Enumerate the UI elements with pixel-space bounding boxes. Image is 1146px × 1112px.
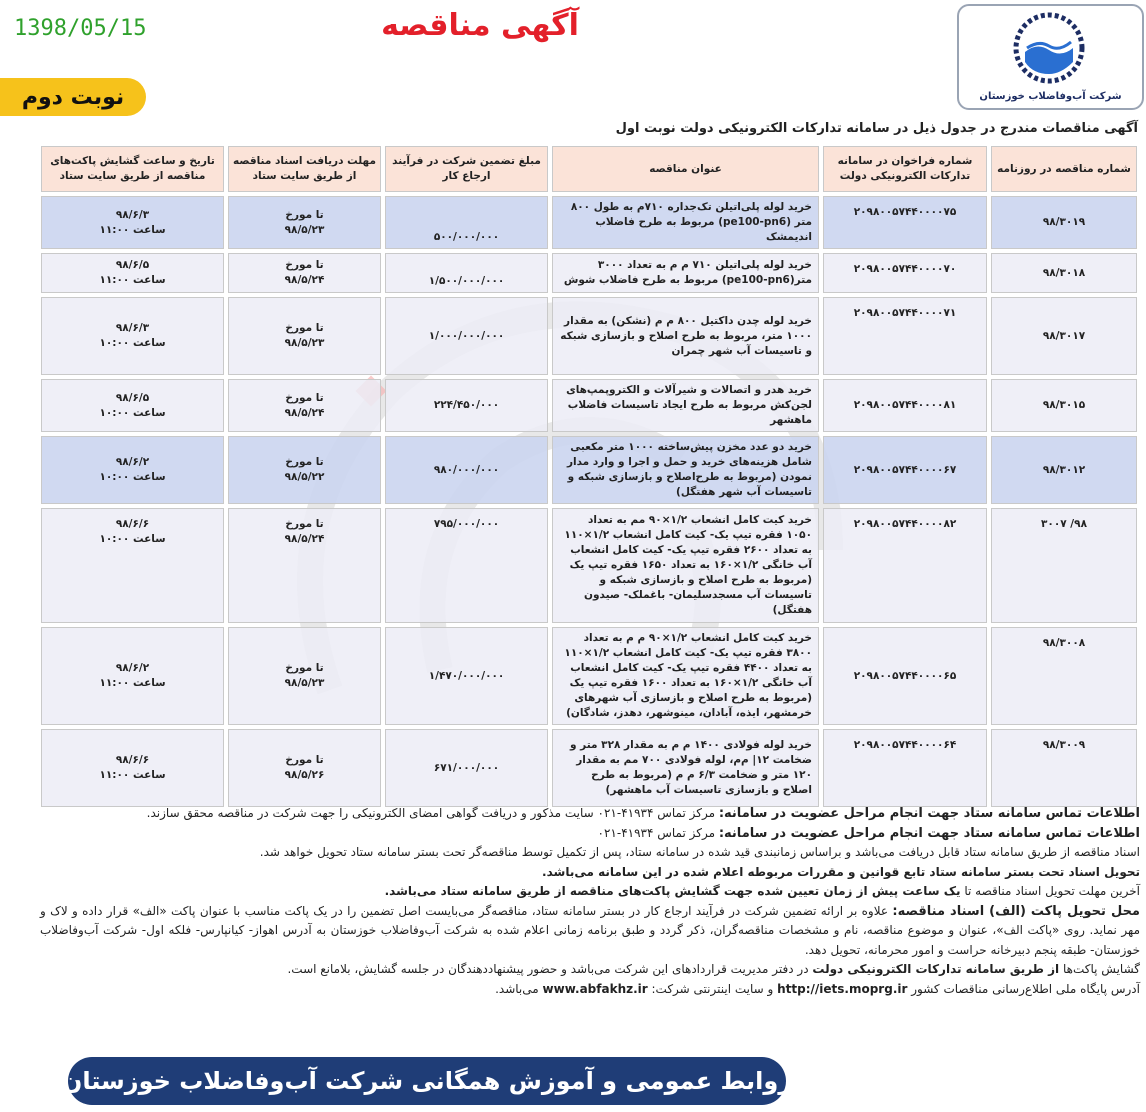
info-text: آخرین مهلت تحویل اسناد مناقصه تا	[960, 884, 1140, 898]
deadline-cell	[228, 196, 381, 249]
deadline-cell	[228, 508, 381, 623]
table-row	[41, 729, 1137, 807]
logo-caption: شرکت آب‌وفاضلاب خوزستان	[979, 91, 1122, 102]
info-heading: از طریق سامانه تدارکات الکترونیکی دولت	[812, 962, 1060, 976]
info-heading: یک ساعت پیش از زمان تعیین شده جهت گشایش پاکت‌های مناقصه از طریق سامانه ستاد می‌باشد.	[384, 884, 961, 898]
opening-cell	[41, 196, 224, 249]
info-paragraph	[40, 882, 1140, 902]
info-paragraph	[40, 824, 1140, 844]
subject-cell: خرید دو عدد مخزن پیش‌ساخته ۱۰۰۰ متر مکعبی شامل هزینه‌های خرید و حمل و اجرا و وارد مدار نمودن (مربوط به طرح‌اصلاح و بازسازی شبکه و تاسیسات آب شهر هفتگل)	[552, 436, 819, 504]
guarantee-cell: ۷۹۵/۰۰۰/۰۰۰	[385, 508, 548, 623]
deadline-cell	[228, 253, 381, 293]
company-website-link[interactable]: www.abfakhz.ir	[542, 981, 648, 996]
col-header-subject: عنوان مناقصه	[552, 146, 819, 192]
col-header-newspaper-no: شماره مناقصه در روزنامه	[991, 146, 1137, 192]
company-logo	[957, 4, 1144, 110]
call-no-cell: ۲۰۹۸۰۰۵۷۴۴۰۰۰۰۸۲	[823, 508, 987, 623]
newspaper-no-cell: ۹۸/۳۰۱۹	[991, 196, 1137, 249]
deadline-date: ۹۸/۵/۲۴	[284, 533, 325, 545]
deadline-date: ۹۸/۵/۲۳	[284, 223, 325, 236]
subject-cell: خرید لوله چدن داکتیل ۸۰۰ م م (نشکن) به مقدار ۱۰۰۰ متر، مربوط به طرح اصلاح و بازسازی شبکه و تاسیسات آب شهر چمران	[552, 297, 819, 375]
table-row	[41, 627, 1137, 725]
call-no-cell: ۲۰۹۸۰۰۵۷۴۴۰۰۰۰۶۴	[823, 729, 987, 807]
deadline-label: تا مورخ	[285, 518, 324, 530]
info-paragraph	[40, 804, 1140, 824]
tenders-table	[37, 142, 1141, 811]
table-row	[41, 297, 1137, 375]
call-no-cell: ۲۰۹۸۰۰۵۷۴۴۰۰۰۰۷۵	[823, 196, 987, 249]
deadline-cell	[228, 436, 381, 504]
deadline-label: تا مورخ	[285, 662, 324, 674]
call-no-cell: ۲۰۹۸۰۰۵۷۴۴۰۰۰۰۸۱	[823, 379, 987, 432]
deadline-date: ۹۸/۵/۲۳	[284, 677, 325, 689]
newspaper-no-cell: ۹۸/۳۰۱۲	[991, 436, 1137, 504]
call-no-cell: ۲۰۹۸۰۰۵۷۴۴۰۰۰۰۷۱	[823, 297, 987, 375]
opening-cell	[41, 729, 224, 807]
deadline-label: تا مورخ	[285, 208, 324, 221]
subject-cell: خرید کیت کامل انشعاب ۱/۲×۹۰ مم به تعداد ۱۰۵۰ فقره تیپ یک- کیت کامل انشعاب ۱/۲×۱۱۰ به تعداد ۲۶۰۰ فقره تیپ یک- کیت کامل انشعاب آب خانگی ۱/۲×۱۶۰ به تعداد ۱۶۵۰ فقره تیپ یک (مربوط به طرح اصلاح و بازسازی شبکه و تاسیسات آب مسجدسلیمان- باغملک- صیدون هفتگل)	[552, 508, 819, 623]
newspaper-no-cell: ۹۸/۳۰۰۸	[991, 627, 1137, 725]
table-row	[41, 508, 1137, 623]
table-row	[41, 436, 1137, 504]
info-paragraph	[40, 863, 1140, 883]
opening-date: ۹۸/۶/۶	[115, 754, 150, 766]
info-text: مرکز تماس ۴۱۹۳۴-۰۲۱ سایت مذکور و دریافت گواهی امضای الکترونیکی را جهت شرکت در مناقصه محقق سازند.	[146, 806, 719, 820]
info-text: گشایش پاکت‌ها	[1059, 962, 1140, 976]
subject-cell: خرید لوله پلی‌اتیلن ۷۱۰ م م به تعداد ۳۰۰۰ متر(pe100-pn6) مربوط به طرح فاضلاب شوش	[552, 253, 819, 293]
round-badge: نوبت دوم	[0, 78, 146, 116]
deadline-label: تا مورخ	[285, 456, 324, 468]
subject-cell: خرید لوله پلی‌اتیلن تک‌جداره ۷۱۰م به طول ۸۰۰ متر (pe100-pn6) مربوط به طرح فاضلاب اندیمشک	[552, 196, 819, 249]
page-title: آگهی مناقصه	[381, 8, 579, 43]
table-row	[41, 196, 1137, 249]
table-row	[41, 379, 1137, 432]
deadline-date: ۹۸/۵/۲۴	[284, 406, 325, 419]
deadline-date: ۹۸/۵/۲۶	[284, 769, 325, 781]
ad-header	[0, 0, 1146, 120]
deadline-date: ۹۸/۵/۲۲	[284, 471, 325, 483]
opening-time: ساعت ۱۱:۰۰	[99, 677, 166, 689]
tender-portal-link[interactable]: http://iets.moprg.ir	[777, 981, 908, 996]
deadline-date: ۹۸/۵/۲۳	[284, 337, 325, 349]
footer-banner: روابط عمومی و آموزش همگانی شرکت آب‌وفاضلاب خوزستان	[68, 1057, 786, 1105]
newspaper-no-cell: ۹۸/۳۰۱۸	[991, 253, 1137, 293]
guarantee-cell: ۶۷۱/۰۰۰/۰۰۰	[385, 729, 548, 807]
col-header-call-no: شماره فراخوان در سامانه تدارکات الکترونیکی دولت	[823, 146, 987, 192]
opening-date: ۹۸/۶/۶	[115, 518, 150, 530]
info-heading: تحویل اسناد تحت بستر سامانه ستاد تابع قوانین و مقررات مربوطه اعلام شده در این سامانه می‌باشد.	[542, 864, 1140, 879]
deadline-cell	[228, 297, 381, 375]
col-header-opening: تاریخ و ساعت گشایش پاکت‌های مناقصه از طریق سایت ستاد	[41, 146, 224, 192]
opening-cell	[41, 627, 224, 725]
info-heading: محل تحویل پاکت (الف) اسناد مناقصه:	[892, 903, 1140, 919]
call-no-cell: ۲۰۹۸۰۰۵۷۴۴۰۰۰۰۶۷	[823, 436, 987, 504]
water-drop-logo-icon	[1001, 12, 1097, 86]
opening-cell	[41, 297, 224, 375]
deadline-cell	[228, 627, 381, 725]
subject-cell: خرید لوله فولادی ۱۴۰۰ م م به مقدار ۳۲۸ متر و ضخامت ۱۲| م‌م، لوله فولادی ۷۰۰ مم به مقدار ۱۲۰ متر و ضخامت ۶/۳ م م (مربوط به طرح اصلاح و بازسازی تاسیسات آب ماهشهر)	[552, 729, 819, 807]
opening-time: ساعت ۱۰:۰۰	[99, 337, 166, 349]
info-paragraph	[40, 980, 1140, 1000]
info-text: و سایت اینترنتی شرکت:	[647, 981, 778, 996]
opening-date: ۹۸/۶/۵	[115, 259, 150, 271]
subject-cell: خرید کیت کامل انشعاب ۱/۲×۹۰ م م به تعداد ۳۸۰۰ فقره تیپ یک- کیت کامل انشعاب ۱/۲×۱۱۰ به تعداد ۴۴۰۰ فقره تیپ یک- کیت کامل انشعاب آب خانگی ۱/۲×۱۶۰ به تعداد ۱۶۰۰ فقره تیپ یک (مربوط به طرح اصلاح و بازسازی آب شهرهای خرمشهر، ایذه، آبادان، مینوشهر، دهدز، شادگان)	[552, 627, 819, 725]
deadline-label: تا مورخ	[285, 259, 324, 271]
guarantee-cell: ۱/۴۷۰/۰۰۰/۰۰۰	[385, 627, 548, 725]
opening-time: ساعت ۱۱:۰۰	[99, 274, 166, 286]
info-paragraph	[40, 960, 1140, 980]
guarantee-cell: ۱/۰۰۰/۰۰۰/۰۰۰	[385, 297, 548, 375]
info-text: آدرس پایگاه ملی اطلاع‌رسانی مناقصات کشور	[907, 981, 1140, 996]
newspaper-no-cell: ۹۸/۳۰۱۵	[991, 379, 1137, 432]
info-paragraph: اسناد مناقصه از طریق سامانه ستاد قابل دریافت می‌باشد و براساس زمانبندی قید شده در سامانه ستاد، پس از تکمیل توسط مناقصه‌گر تحت بستر سامانه ستاد تحویل خواهد شد.	[259, 845, 1140, 859]
opening-date: ۹۸/۶/۳	[115, 322, 150, 334]
newspaper-no-cell: ۹۸/۳۰۰۹	[991, 729, 1137, 807]
table-header-row	[41, 146, 1137, 192]
guarantee-cell: ۲۲۴/۴۵۰/۰۰۰	[385, 379, 548, 432]
opening-date: ۹۸/۶/۲	[115, 456, 150, 468]
deadline-cell	[228, 379, 381, 432]
call-no-cell: ۲۰۹۸۰۰۵۷۴۴۰۰۰۰۷۰	[823, 253, 987, 293]
info-text: مرکز تماس ۴۱۹۳۴-۰۲۱	[597, 825, 719, 840]
guarantee-cell: ۹۸۰/۰۰۰/۰۰۰	[385, 436, 548, 504]
opening-cell	[41, 379, 224, 432]
opening-date: ۹۸/۶/۳	[115, 208, 150, 221]
newspaper-no-cell: ۹۸/ ۳۰۰۷	[991, 508, 1137, 623]
subject-cell: خرید هدر و اتصالات و شیرآلات و الکتروپمپ‌های لجن‌کش مربوط به طرح ایجاد تاسیسات فاضلاب ماهشهر	[552, 379, 819, 432]
info-heading: اطلاعات تماس سامانه ستاد جهت انجام مراحل عضویت در سامانه:	[718, 825, 1140, 841]
call-no-cell: ۲۰۹۸۰۰۵۷۴۴۰۰۰۰۶۵	[823, 627, 987, 725]
opening-time: ساعت ۱۱:۰۰	[99, 223, 166, 236]
opening-cell	[41, 436, 224, 504]
opening-date: ۹۸/۶/۵	[115, 391, 150, 404]
info-text: می‌باشد.	[495, 981, 543, 996]
newspaper-no-cell: ۹۸/۳۰۱۷	[991, 297, 1137, 375]
opening-cell	[41, 508, 224, 623]
opening-time: ساعت ۱۰:۰۰	[99, 406, 166, 419]
issue-date: 1398/05/15	[14, 16, 147, 41]
info-paragraph	[40, 902, 1140, 961]
opening-time: ساعت ۱۰:۰۰	[99, 471, 166, 483]
info-heading: اطلاعات تماس سامانه ستاد جهت انجام مراحل عضویت در سامانه:	[718, 806, 1140, 821]
deadline-label: تا مورخ	[285, 322, 324, 334]
deadline-date: ۹۸/۵/۲۴	[284, 274, 325, 286]
deadline-label: تا مورخ	[285, 391, 324, 404]
intro-text: آگهی مناقصات مندرج در جدول ذیل در سامانه تدارکات الکترونیکی دولت نوبت اول	[615, 121, 1138, 136]
opening-time: ساعت ۱۰:۰۰	[99, 533, 166, 545]
info-section	[40, 804, 1140, 999]
guarantee-cell: ۵۰۰/۰۰۰/۰۰۰	[385, 196, 548, 249]
table-row	[41, 253, 1137, 293]
info-text: علاوه بر ارائه تضمین شرکت در فرآیند ارجاع کار در بستر سامانه ستاد، مناقصه‌گر می‌بایست اصل تضمین را در یک پاکت مناسب با عنوان پاکت «الف» قرار داده و لاک و مهر نماید. روی «پاکت الف»، عنوان و موضوع مناقصه، نام و مشخصات مناقصه‌گران، ذکر گردد و طبق برنامه زمانی اعلام شده به شرکت آب‌وفاضلاب خوزستان به آدرس اهواز- کیانپارس- فلکه اول- شرکت آب‌وفاضلاب خوزستان- طبقه پنجم دبیرخانه حراست و امور محرمانه، تحویل دهد.	[40, 903, 1140, 957]
opening-time: ساعت ۱۱:۰۰	[99, 769, 166, 781]
info-text: در دفتر مدیریت قراردادهای این شرکت می‌باشد و حضور پیشنهاددهندگان در جلسه گشایش، بلامانع است.	[287, 962, 813, 976]
col-header-guarantee: مبلغ تضمین شرکت در فرآیند ارجاع کار	[385, 146, 548, 192]
opening-date: ۹۸/۶/۲	[115, 662, 150, 674]
opening-cell	[41, 253, 224, 293]
col-header-deadline: مهلت دریافت اسناد مناقصه از طریق سایت ستاد	[228, 146, 381, 192]
guarantee-cell: ۱/۵۰۰/۰۰۰/۰۰۰	[385, 253, 548, 293]
deadline-cell	[228, 729, 381, 807]
deadline-label: تا مورخ	[285, 754, 324, 766]
